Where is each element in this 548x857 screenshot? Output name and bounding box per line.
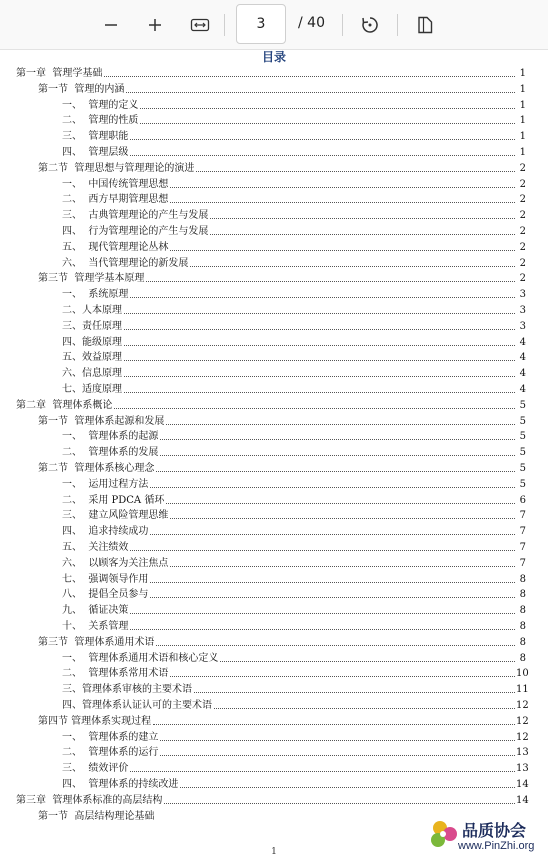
toc-leader-dots (124, 313, 515, 314)
toc-entry-page: 7 (519, 526, 526, 538)
toc-entry[interactable] (38, 269, 526, 285)
toc-entry-title: 第一节 高层结构理论基础 (38, 810, 155, 822)
toc-entry[interactable] (38, 412, 526, 428)
toc-leader-dots (130, 139, 515, 140)
toc-entry-page: 3 (519, 320, 526, 332)
toc-entry[interactable] (62, 333, 526, 349)
toc-entry-page: 5 (519, 463, 526, 474)
toc-leader-dots (150, 487, 515, 488)
toc-entry-title: 一、 运用过程方法 (62, 478, 149, 490)
toc-leader-dots (214, 708, 515, 709)
toc-entry-title: 五、 关注绩效 (62, 542, 129, 553)
toc-entry[interactable] (62, 664, 529, 680)
toc-leader-dots (164, 803, 515, 804)
toc-entry[interactable] (62, 285, 526, 301)
toc-entry-page: 5 (519, 399, 526, 411)
fit-width-icon (190, 17, 210, 33)
page-view-icon (415, 15, 435, 35)
toc-title: 目录 (261, 50, 286, 64)
toc-leader-dots (153, 724, 515, 725)
toc-leader-dots (124, 376, 515, 377)
toc-entry-page: 1 (519, 99, 526, 111)
toc-entry-page: 11 (516, 684, 529, 696)
toolbar-divider (342, 14, 343, 36)
zoom-in-button[interactable] (140, 10, 170, 40)
toc-leader-dots (130, 771, 515, 772)
page-footer-number: 1 (271, 847, 277, 857)
toc-leader-dots (170, 676, 515, 677)
toc-entry-title: 第三节 管理学基本原理 (38, 273, 145, 285)
toc-entry-title: 第二章 管理体系概论 (16, 399, 113, 411)
toc-entry[interactable] (62, 538, 526, 554)
toc-entry-page: 2 (519, 210, 526, 222)
toc-entry[interactable] (62, 743, 529, 759)
toc-entry-title: 第一节 管理体系起源和发展 (38, 415, 165, 427)
toc-entry[interactable] (62, 380, 526, 396)
toc-entry-page: 12 (516, 731, 529, 743)
toc-entry[interactable] (62, 617, 526, 633)
toc-entry-title: 六、 以顾客为关注焦点 (62, 557, 169, 569)
toc-entry-title: 二、 管理体系的运行 (62, 747, 159, 759)
toc-entry[interactable] (62, 238, 526, 254)
fit-width-button[interactable] (185, 10, 215, 40)
toc-entry[interactable] (62, 143, 526, 159)
toc-leader-dots (166, 424, 515, 425)
toc-entry-page: 8 (519, 652, 526, 664)
toc-leader-dots (170, 518, 515, 519)
toc-entry-title: 第二节 管理体系核心理念 (38, 463, 155, 474)
watermark-brand: 品质协会 (462, 821, 527, 840)
toc-entry-page: 1 (519, 83, 526, 95)
toc-entry-title: 二、 采用 PDCA 循环 (62, 494, 165, 506)
toc-leader-dots (156, 471, 515, 472)
toc-entry-title: 二、 西方早期管理思想 (62, 194, 169, 206)
toc-leader-dots (160, 455, 515, 456)
toc-leader-dots (170, 187, 515, 188)
toc-entry-title: 五、效益原理 (62, 352, 122, 364)
toc-entry-page: 2 (519, 178, 526, 190)
toc-entry[interactable] (62, 222, 526, 238)
toc-entry[interactable] (62, 254, 526, 270)
toc-entry-page: 1 (519, 147, 526, 158)
toc-entry-page: 5 (519, 447, 526, 459)
toc-entry-page: 8 (519, 636, 526, 648)
toc-entry-title: 一、 中国传统管理思想 (62, 178, 169, 190)
toc-entry-title: 第四节 管理体系实现过程 (38, 715, 152, 727)
toolbar-divider (224, 14, 225, 36)
page-number-input[interactable]: 3 (236, 4, 286, 44)
toc-entry[interactable] (62, 601, 526, 617)
toolbar-divider (397, 14, 398, 36)
toc-entry-title: 四、 管理体系的持续改进 (62, 779, 179, 790)
toc-leader-dots (130, 155, 515, 156)
toc-entry[interactable] (62, 111, 526, 127)
toc-entry-page: 3 (519, 289, 526, 301)
toc-leader-dots (124, 345, 515, 346)
toc-entry-title: 七、 强调领导作用 (62, 573, 149, 585)
toc-entry-page: 8 (519, 589, 526, 601)
toc-leader-dots (160, 740, 515, 741)
toc-entry-title: 四、 行为管理理论的产生与发展 (62, 226, 209, 237)
toc-entry-page: 5 (519, 415, 526, 427)
toc-leader-dots (126, 92, 515, 93)
toc-entry-title: 第一节 管理的内涵 (38, 83, 125, 95)
toc-entry[interactable] (62, 696, 529, 712)
zoom-out-button[interactable] (96, 10, 126, 40)
watermark (428, 818, 546, 856)
toc-entry-title: 一、 管理体系的起源 (62, 431, 159, 443)
toc-entry-title: 一、 管理体系通用术语和核心定义 (62, 652, 219, 664)
toc-entry-page: 8 (519, 621, 526, 632)
toc-leader-dots (210, 218, 515, 219)
toc-entry-title: 第二节 管理思想与管理理论的演进 (38, 162, 195, 174)
toc-leader-dots (166, 503, 515, 504)
toc-leader-dots (124, 360, 515, 361)
toc-entry-page: 4 (519, 384, 526, 395)
toc-entry-page: 1 (519, 131, 526, 143)
toc-leader-dots (130, 613, 515, 614)
toc-leader-dots (160, 755, 515, 756)
toc-entry-page: 2 (519, 194, 526, 206)
toc-entry[interactable] (38, 633, 526, 649)
toc-leader-dots (160, 439, 515, 440)
toc-entry[interactable] (62, 127, 526, 143)
toc-leader-dots (140, 123, 515, 124)
toc-entry[interactable] (62, 190, 526, 206)
toc-entry-title: 九、 循证决策 (62, 605, 129, 617)
toc-entry-page: 5 (519, 478, 526, 490)
toc-entry[interactable] (62, 175, 526, 191)
toc-leader-dots (150, 534, 515, 535)
toc-entry-page: 2 (519, 273, 526, 285)
toc-leader-dots (156, 645, 515, 646)
toc-entry[interactable] (62, 570, 526, 586)
toc-entry-page: 3 (519, 305, 526, 316)
toc-entry-page: 1 (519, 68, 526, 79)
toc-entry[interactable] (38, 80, 526, 96)
pdf-toolbar (0, 0, 548, 50)
document-page (0, 50, 548, 857)
toc-leader-dots (140, 108, 515, 109)
toc-leader-dots (170, 202, 515, 203)
flower-logo-icon (428, 818, 462, 856)
toc-entry[interactable] (38, 712, 529, 728)
toc-leader-dots (146, 281, 515, 282)
toc-entry-page: 2 (519, 257, 526, 269)
toc-leader-dots (180, 787, 515, 788)
toc-entry-title: 四、 管理层级 (62, 147, 129, 158)
toc-entry-title: 二、 管理体系的发展 (62, 447, 159, 459)
toc-entry-title: 四、管理体系认证认可的主要术语 (62, 700, 212, 711)
toc-entry-page: 8 (519, 605, 526, 617)
rotate-button[interactable] (355, 10, 385, 40)
toc-entry-page: 14 (516, 779, 529, 790)
toc-leader-dots (114, 408, 515, 409)
toc-entry-page: 12 (516, 700, 529, 711)
toc-entry-title: 一、 系统原理 (62, 289, 129, 301)
toc-entry-page: 6 (519, 494, 526, 506)
toc-entry-title: 一、 管理的定义 (62, 99, 139, 111)
toc-entry[interactable] (62, 364, 526, 380)
page-view-button[interactable] (410, 10, 440, 40)
toc-entry-title: 六、信息原理 (62, 368, 122, 380)
toc-leader-dots (150, 597, 515, 598)
toc-leader-dots (130, 629, 515, 630)
toc-entry-title: 二、 管理的性质 (62, 115, 139, 127)
toc-entry-page: 4 (519, 352, 526, 364)
toc-leader-dots (170, 566, 515, 567)
toc-leader-dots (104, 76, 515, 77)
toc-entry-page: 7 (519, 542, 526, 553)
toc-entry-title: 三、 建立风险管理思维 (62, 510, 169, 522)
toc-leader-dots (194, 692, 515, 693)
toc-entry-title: 六、 当代管理理论的新发展 (62, 257, 189, 269)
toc-entry-title: 四、 追求持续成功 (62, 526, 149, 538)
toc-entry-page: 4 (519, 336, 526, 348)
toc-entry[interactable] (38, 459, 526, 475)
toc-entry[interactable] (62, 317, 526, 333)
toc-entry[interactable] (62, 649, 526, 665)
toc-entry[interactable] (62, 491, 526, 507)
toc-entry-page: 13 (516, 747, 529, 759)
zoom-out-icon (103, 17, 119, 33)
toc-entry-title: 三、 古典管理理论的产生与发展 (62, 210, 209, 222)
toc-entry[interactable] (62, 96, 526, 112)
toc-entry-page: 2 (519, 241, 526, 253)
toc-entry-title: 三、责任原理 (62, 320, 122, 332)
toc-leader-dots (130, 297, 515, 298)
toc-leader-dots (196, 171, 515, 172)
toc-entry-page: 12 (516, 715, 529, 727)
toc-entry[interactable] (62, 348, 526, 364)
toc-entry[interactable] (62, 427, 526, 443)
toc-entry[interactable] (62, 522, 526, 538)
toc-leader-dots (210, 234, 515, 235)
toc-entry[interactable] (62, 585, 526, 601)
toc-leader-dots (190, 266, 515, 267)
toc-entry-title: 一、 管理体系的建立 (62, 731, 159, 743)
toc-entry-page: 14 (516, 794, 529, 806)
toc-entry[interactable] (16, 791, 529, 807)
toc-entry-page: 2 (519, 226, 526, 237)
rotate-icon (360, 15, 380, 35)
toc-entry-page: 7 (519, 510, 526, 522)
toc-entry[interactable] (62, 206, 526, 222)
toc-leader-dots (150, 582, 515, 583)
toc-entry[interactable] (62, 759, 529, 775)
toc-entry-title: 五、 现代管理理论丛林 (62, 241, 169, 253)
toc-leader-dots (124, 392, 515, 393)
toc-entry-title: 八、 提倡全员参与 (62, 589, 149, 601)
toc-leader-dots (124, 329, 515, 330)
toc-entry-page: 2 (519, 162, 526, 174)
toc-entry-title: 二、 管理体系常用术语 (62, 668, 169, 680)
toc-leader-dots (220, 661, 515, 662)
toc-entry[interactable] (62, 443, 526, 459)
toc-entry-title: 第三章 管理体系标准的高层结构 (16, 794, 163, 806)
toc-entry[interactable] (62, 475, 526, 491)
toc-entry-page: 10 (516, 668, 529, 680)
toc-entry-title: 七、适度原理 (62, 384, 122, 395)
toc-entry-page: 13 (516, 763, 529, 775)
toc-leader-dots (170, 250, 515, 251)
toc-entry-page: 1 (519, 115, 526, 127)
toc-entry-title: 十、 关系管理 (62, 621, 129, 632)
toc-entry-page: 8 (519, 573, 526, 585)
toc-entry-title: 三、 管理职能 (62, 131, 129, 143)
toc-entry[interactable] (62, 506, 526, 522)
zoom-in-icon (147, 17, 163, 33)
toc-entry[interactable] (62, 554, 526, 570)
toc-entry[interactable] (62, 301, 526, 317)
toc-entry[interactable] (62, 680, 529, 696)
toc-entry-title: 四、能级原理 (62, 336, 122, 348)
toc-entry-title: 三、 绩效评价 (62, 763, 129, 775)
toc-entry[interactable] (62, 775, 529, 791)
toc-entry-title: 二、人本原理 (62, 305, 122, 316)
toc-leader-dots (130, 550, 515, 551)
toc-entry[interactable] (16, 64, 526, 80)
toc-entry-title: 第一章 管理学基础 (16, 68, 103, 79)
toc-entry[interactable] (38, 159, 526, 175)
toc-entry-title: 三、管理体系审核的主要术语 (62, 684, 192, 696)
watermark-url: www.PinZhi.org (458, 840, 535, 852)
toc-entry-page: 4 (519, 368, 526, 380)
toc-entry[interactable] (16, 396, 526, 412)
toc-entry-page: 5 (519, 431, 526, 443)
page-total-label: / 40 (298, 15, 325, 31)
toc-entry-page: 7 (519, 557, 526, 569)
toc-entry-title: 第三节 管理体系通用术语 (38, 636, 155, 648)
toc-entry[interactable] (62, 728, 529, 744)
